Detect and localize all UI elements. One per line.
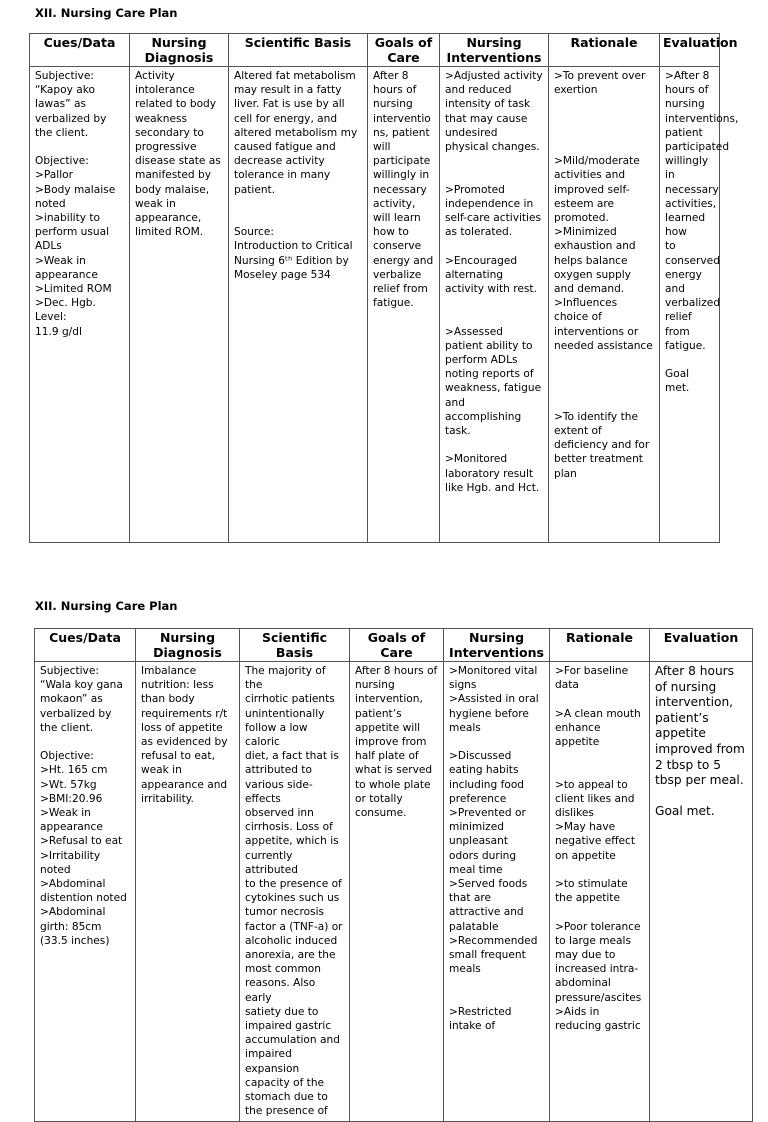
header-evaluation: Evaluation <box>650 629 753 662</box>
rationale-cell: >For baseline data >A clean mouth enhance appetite >to appeal to client likes and dislikes >May have negative effect on appetite >to stimulate the appetite >Poor tolerance to large meals may due to increased intra- abdominal pressure/ascites >Aids in reducing gastric <box>550 662 650 1122</box>
header-goals-of-care: Goals of Care <box>368 34 440 67</box>
rationale-cell: >To prevent over exertion >Mild/moderate activities and improved self- esteem are promoted. >Minimized exhaustion and helps balance oxygen supply and demand. >Influences choice of interventions or needed assistance >To identify the extent of deficiency and for better treatment plan <box>549 67 660 543</box>
evaluation-cell: >After 8 hours of nursing interventions, patient participated willingly in necessary activities, learned how to conserved energy and verbalized relief from fatigue. Goal met. <box>660 67 720 543</box>
header-nursing-interventions: Nursing Interventions <box>440 34 549 67</box>
plan2-title: XII. Nursing Care Plan <box>35 599 178 613</box>
header-rationale: Rationale <box>550 629 650 662</box>
cues-data-cell: Subjective: “Wala koy gana mokaon” as verbalized by the client. Objective: >Ht. 165 cm >Wt. 57kg >BMI:20.96 >Weak in appearance >Refusal to eat >Irritability noted >Abdominal distention noted >Abdominal girth: 85cm (33.5 inches) <box>35 662 136 1122</box>
nursing-interventions-cell: >Adjusted activity and reduced intensity of task that may cause undesired physical changes. >Promoted independence in self-care activities as tolerated. >Encouraged alternating activity with rest. >Assessed patient ability to perform ADLs noting reports of weakness, fatigue and accomplishing task. >Monitored laboratory result like Hgb. and Hct. <box>440 67 549 543</box>
header-goals-of-care: Goals of Care <box>350 629 444 662</box>
header-nursing-diagnosis: Nursing Diagnosis <box>130 34 229 67</box>
nursing-interventions-cell: >Monitored vital signs >Assisted in oral hygiene before meals >Discussed eating habits including food preference >Prevented or minimized unpleasant odors during meal time >Served foods that are attractive and palatable >Recommended small frequent meals >Restricted intake of <box>444 662 550 1122</box>
header-scientific-basis: Scientific Basis <box>229 34 368 67</box>
header-nursing-diagnosis: Nursing Diagnosis <box>136 629 240 662</box>
cues-data-cell: Subjective: “Kapoy ako lawas” as verbalized by the client. Objective: >Pallor >Body malaise noted >inability to perform usual ADLs >Weak in appearance >Limited ROM >Dec. Hgb. Level: 11.9 g/dl <box>30 67 130 543</box>
goals-of-care-cell: After 8 hours of nursing intervention, patient’s appetite will improve from half plate of what is served to whole plate or totally consume. <box>350 662 444 1122</box>
evaluation-cell: After 8 hours of nursing intervention, patient’s appetite improved from 2 tbsp to 5 tbsp per meal. Goal met. <box>650 662 753 1122</box>
nursing-diagnosis-cell: Imbalance nutrition: less than body requirements r/t loss of appetite as evidenced by refusal to eat, weak in appearance and irritability. <box>136 662 240 1122</box>
header-nursing-interventions: Nursing Interventions <box>444 629 550 662</box>
header-cues-data: Cues/Data <box>30 34 130 67</box>
header-scientific-basis: Scientific Basis <box>240 629 350 662</box>
care-plan-table-1 <box>29 33 739 543</box>
care-plan-table-2 <box>34 628 753 1122</box>
header-rationale: Rationale <box>549 34 660 67</box>
table-row <box>30 67 720 543</box>
plan1-title: XII. Nursing Care Plan <box>35 6 178 20</box>
goals-of-care-cell: After 8 hours of nursing interventio ns, patient will participate willingly in necessary activity, will learn how to conserve energy and verbalize relief from fatigue. <box>368 67 440 543</box>
scientific-basis-cell: Altered fat metabolism may result in a fatty liver. Fat is use by all cell for energy, and altered metabolism my caused fatigue and decrease activity tolerance in many patient. Source: Introduction to Critical Nursing 6ᵗʰ Edition by Moseley page 534 <box>229 67 368 543</box>
table-row <box>35 662 753 1122</box>
header-cues-data: Cues/Data <box>35 629 136 662</box>
nursing-diagnosis-cell: Activity intolerance related to body weakness secondary to progressive disease state as manifested by body malaise, weak in appearance, limited ROM. <box>130 67 229 543</box>
header-evaluation: Evaluation <box>660 34 720 67</box>
scientific-basis-cell: The majority of the cirrhotic patients unintentionally follow a low caloric diet, a fact that is attributed to various side-effects observed inn cirrhosis. Loss of appetite, which is currently attributed to the presence of cytokines such us tumor necrosis factor a (TNF-a) or alcoholic induced anorexia, are the most common reasons. Also early satiety due to impaired gastric accumulation and impaired expansion capacity of the stomach due to the presence of <box>240 662 350 1122</box>
